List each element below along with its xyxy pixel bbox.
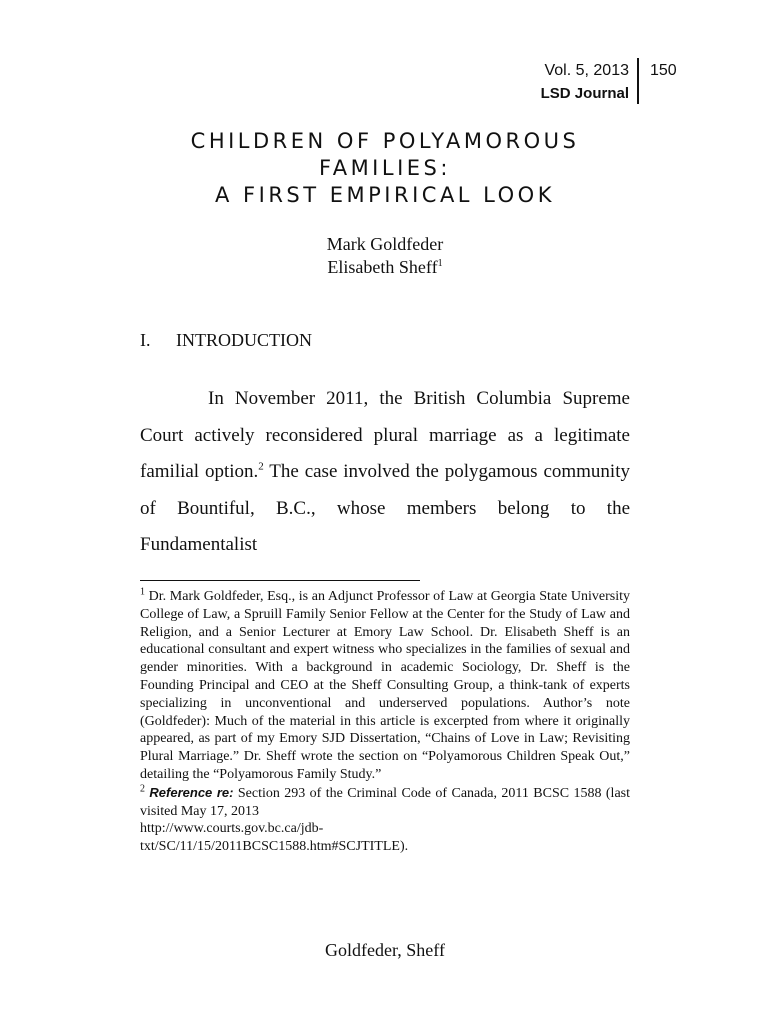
author-1: Mark Goldfeder — [326, 234, 444, 254]
article-title — [140, 128, 630, 209]
section-heading — [140, 330, 312, 351]
title-line-3: A FIRST EMPIRICAL LOOK — [215, 183, 555, 207]
author-list — [140, 233, 630, 279]
footnotes — [140, 588, 630, 856]
body-paragraph — [140, 381, 630, 564]
running-footer: Goldfeder, Sheff — [325, 940, 445, 960]
footnote-2-url-line-2[interactable]: txt/SC/11/15/2011BCSC1588.htm#SCJTITLE). — [140, 839, 409, 855]
journal-volume: Vol. 5, 2013 — [544, 62, 629, 79]
author-2-line — [140, 256, 630, 279]
footnote-ref-1[interactable]: 1 — [437, 258, 443, 269]
header-divider — [637, 58, 639, 104]
footnote-1-text: Dr. Mark Goldfeder, Esq., is an Adjunct Professor of Law at Georgia State University College of Law, a Spruill Family Senior Fellow at the Center for the Study of Law and Religion, and a Senior Lecturer at Emory Law School. Dr. Elisabeth Sheff is an educational consultant and expert witness who specializes in the families of sexual and gender minorities. With a background in academic Sociology, Dr. Sheff is the Founding Principal and CEO at the Sheff Consulting Group, a think-tank of experts specializing in unconventional and underserved populations. Author’s note (Goldfeder): Much of the material in this article is excerpted from where it originally appeared, as part of my Emory SJD Dissertation, “Chains of Love in Law; Revisiting Plural Marriage.” Dr. Sheff wrote the section on “Polyamorous Children Speak Out,” detailing the “Polyamorous Family Study.” — [140, 589, 631, 782]
section-title: INTRODUCTION — [176, 330, 312, 350]
footnote-2-case-label: Reference re: — [149, 784, 234, 800]
footnote-1-mark: 1 — [140, 586, 145, 598]
title-line-1: CHILDREN OF POLYAMOROUS — [190, 129, 580, 153]
journal-name: LSD Journal — [540, 85, 629, 102]
title-line-2: FAMILIES: — [319, 156, 451, 180]
footnote-2-mark: 2 — [140, 783, 145, 795]
author-2: Elisabeth Sheff — [327, 257, 438, 277]
footnote-1 — [140, 588, 630, 784]
body-text-part-1: In November 2011, the British Columbia Supreme Court actively reconsidered plural marriage as a legitimate familial option. — [140, 388, 630, 482]
body-text-part-2: The case involved the polygamous community of Bountiful, B.C., whose members belong to the Fundamentalist — [140, 461, 630, 555]
footnote-2-url-line-1[interactable]: http://www.courts.gov.bc.ca/jdb- — [140, 821, 324, 837]
section-number: I. — [140, 330, 151, 350]
footnote-2 — [140, 784, 630, 821]
page-number: 150 — [650, 62, 677, 79]
footnote-2-text: Section 293 of the Criminal Code of Canada, 2011 BCSC 1588 (last visited May 17, 2013 — [140, 785, 631, 819]
footnote-separator — [140, 580, 420, 581]
footnote-ref-2[interactable]: 2 — [258, 460, 264, 473]
